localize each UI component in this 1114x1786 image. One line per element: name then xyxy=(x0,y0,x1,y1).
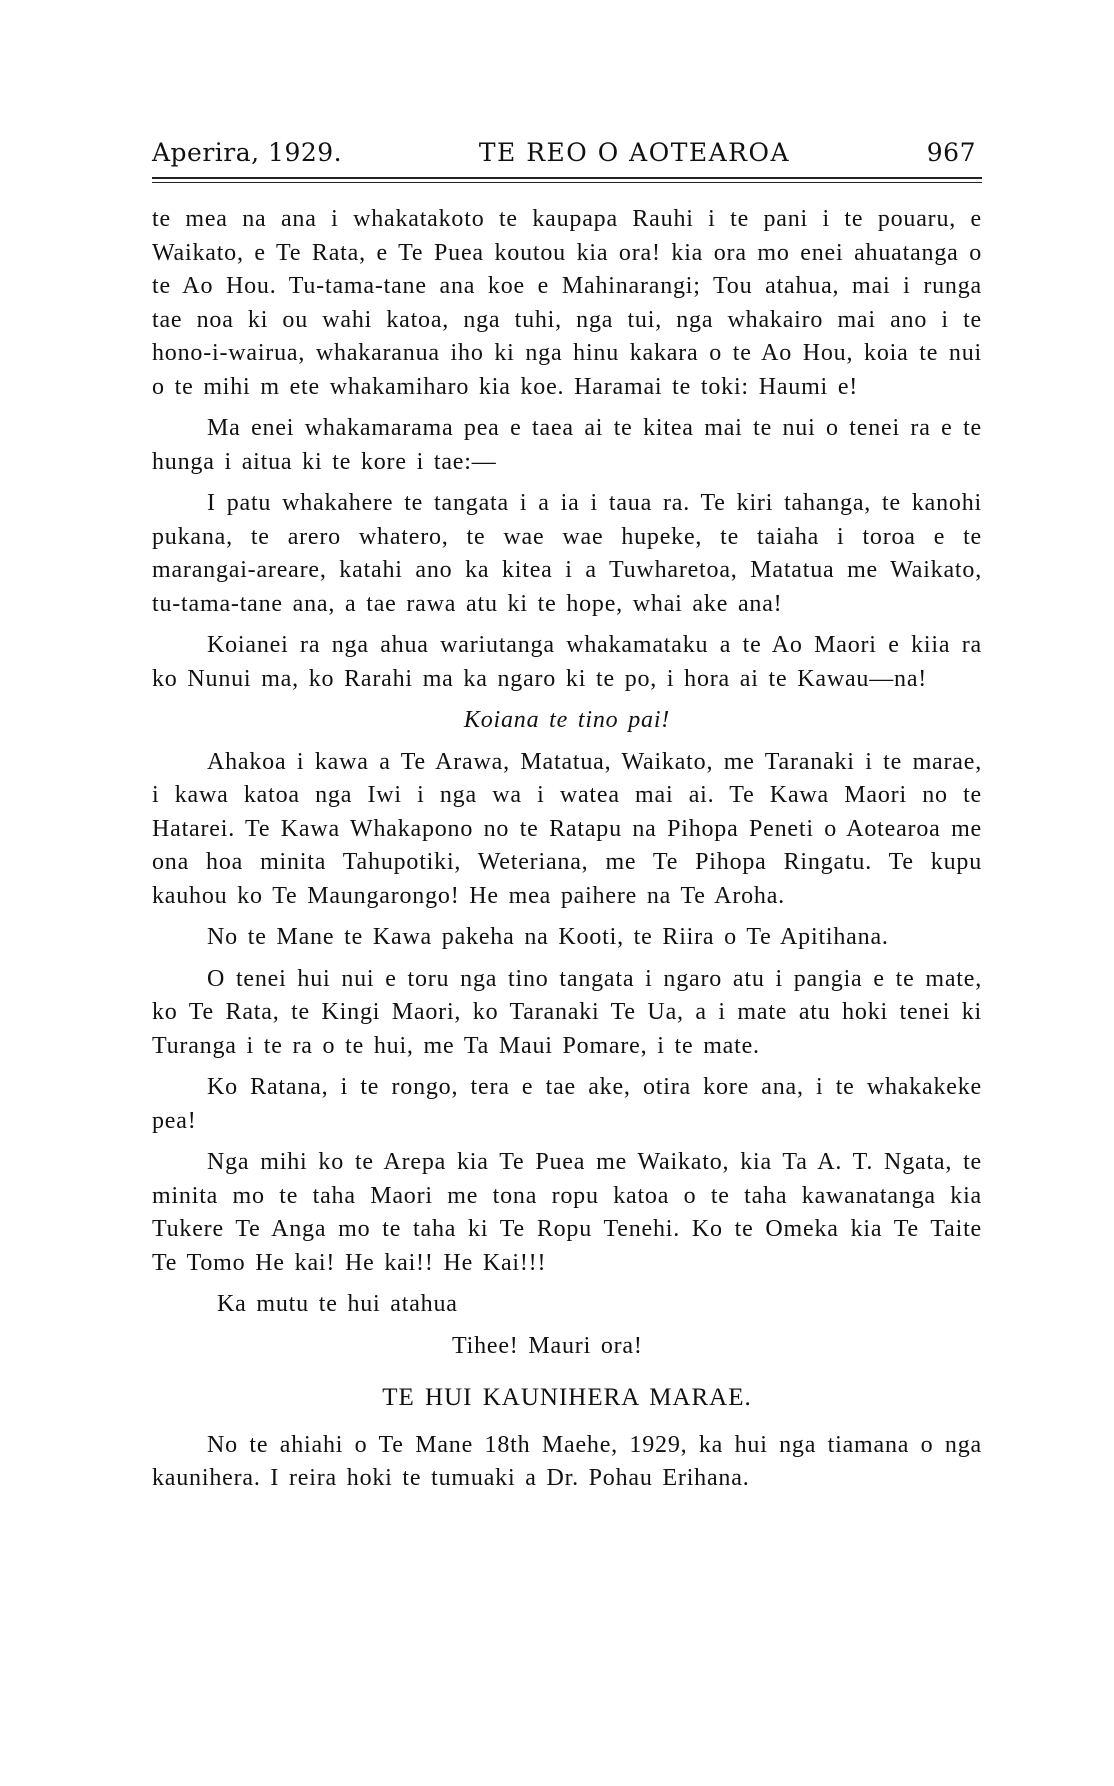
page-number: 967 xyxy=(926,138,976,167)
paragraph: te mea na ana i whakatakoto te kaupapa Rauhi i te pani i te pouaru, e Waikato, e Te Rata, e Te Puea koutou kia ora! kia ora mo enei ahuatanga o te Ao Hou. Tu-tama-tane ana koe e Mahinarangi; Tou atahua, mai i runga tae noa ki ou wahi katoa, nga tuhi, nga tui, nga whakairo mai ano i te hono-i-wairua, whakaranua iho ki nga hinu kakara o te Ao Hou, koia te nui o te mihi m ete whakamiharo kia koe. Haramai te toki: Haumi e! xyxy=(152,206,982,400)
paragraph: Ahakoa i kawa a Te Arawa, Matatua, Waikato, me Taranaki i te marae, i kawa katoa nga Iwi i nga wa i watea mai ai. Te Kawa Maori no te Hatarei. Te Kawa Whakapono no te Ratapu na Pihopa Peneti o Aotearoa me ona hoa minita Tahupotiki, Weteriana, me Te Pihopa Ringatu. Te kupu kauhou ko Te Maungarongo! He mea paihere na Te Aroha. xyxy=(152,748,982,909)
paragraph: Ma enei whakamarama pea e taea ai te kitea mai te nui o tenei ra e te hunga i aitua ki te kore i tae:— xyxy=(152,415,982,475)
paragraph: O tenei hui nui e toru nga tino tangata i ngaro atu i pangia e te mate, ko Te Rata, te Kingi Maori, ko Taranaki Te Ua, a i mate atu hoki tenei ki Turanga i te ra o te hui, me Ta Maui Pomare, i te mate. xyxy=(152,965,982,1059)
article-body xyxy=(152,203,982,1496)
running-header xyxy=(152,138,982,167)
document-page xyxy=(152,138,982,1504)
paragraph: Koianei ra nga ahua wariutanga whakamataku a te Ao Maori e kiia ra ko Nunui ma, ko Rarahi ma ka ngaro ki te po, i hora ai te Kawau—na! xyxy=(152,632,982,692)
paragraph: No te Mane te Kawa pakeha na Kooti, te Riira o Te Apitihana. xyxy=(207,924,889,950)
header-rule xyxy=(152,177,982,179)
header-date: Aperira, 1929. xyxy=(152,138,343,167)
signoff-line: Tihee! Mauri ora! xyxy=(452,1332,643,1359)
header-title: TE REO O AOTEAROA xyxy=(478,138,791,167)
signoff-line: Ka mutu te hui atahua xyxy=(217,1291,458,1317)
italic-heading: Koiana te tino pai! xyxy=(463,707,671,733)
paragraph: No te ahiahi o Te Mane 18th Maehe, 1929, ka hui nga tiamana o nga kaunihera. I reira hoki te tumuaki a Dr. Pohau Erihana. xyxy=(152,1431,982,1491)
section-heading: TE HUI KAUNIHERA MARAE. xyxy=(382,1384,752,1411)
paragraph: Nga mihi ko te Arepa kia Te Puea me Waikato, kia Ta A. T. Ngata, te minita mo te taha Maori me tona ropu katoa o te taha kawanatanga kia Tukere Te Anga mo te taha ki Te Ropu Tenehi. Ko te Omeka kia Te Taite Te Tomo He kai! He kai!! He Kai!!! xyxy=(152,1149,982,1276)
paragraph: Ko Ratana, i te rongo, tera e tae ake, otira kore ana, i te whakakeke pea! xyxy=(152,1074,982,1134)
paragraph: I patu whakahere te tangata i a ia i taua ra. Te kiri tahanga, te kanohi pukana, te arero whatero, te wae wae hupeke, te taiaha i toroa e te marangai-areare, katahi ano ka kitea i a Tuwharetoa, Matatua me Waikato, tu-tama-tane ana, a tae rawa atu ki te hope, whai ake ana! xyxy=(152,490,982,617)
header-rule-thin xyxy=(152,182,982,183)
